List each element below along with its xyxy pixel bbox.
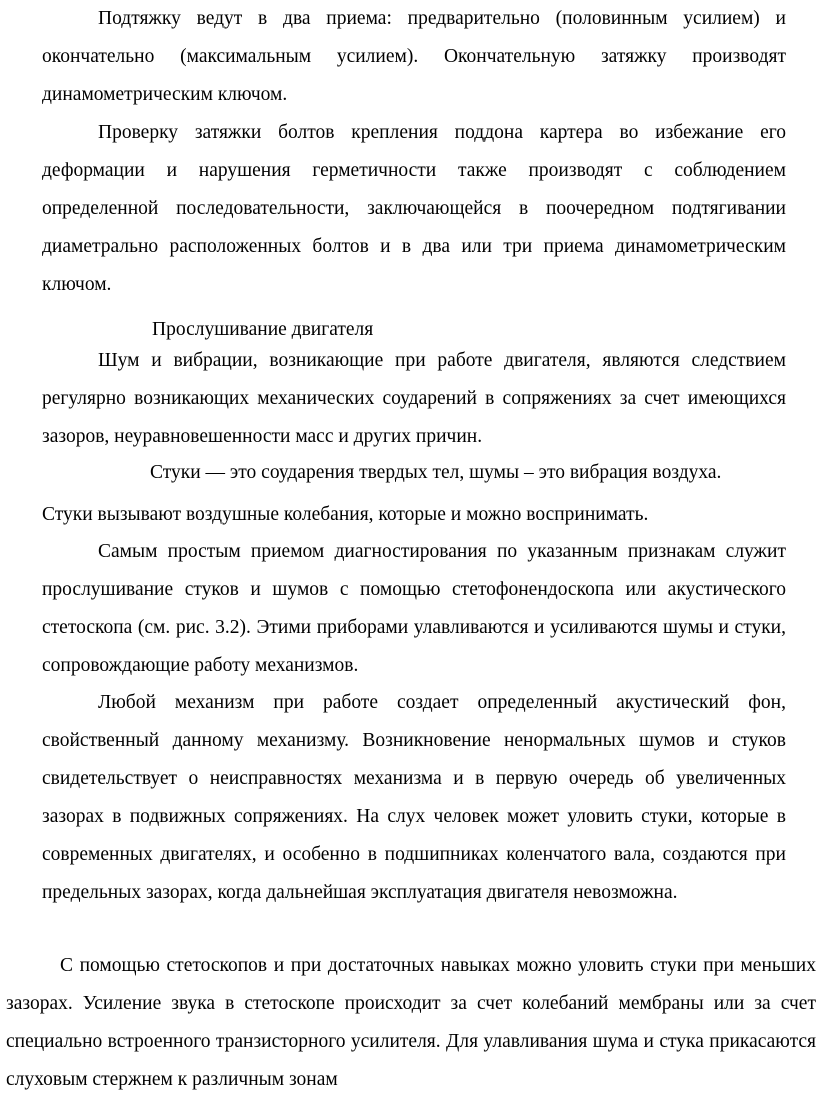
- paragraph-sump-bolts-check: Проверку затяжки болтов крепления поддона картера во избежание его деформации и нарушения герметичности также производят с соблюдением определенной последовательности, заключающейся в поочередном подтягивании диаметрально расположенных болтов и в два или три приема динамометрическим ключом.: [42, 122, 786, 295]
- section-heading: Прослушивание двигателя: [152, 319, 374, 340]
- paragraph-knocks-definition: Стуки — это соударения твердых тел, шумы – это вибрация воздуха.: [150, 462, 722, 483]
- paragraph-stethoscope-amplification: С помощью стетоскопов и при достаточных навыках можно уловить стуки при меньших зазорах. Усиление звука в стетоскопе происходит за счет колебаний мембраны или за счет специально встроенного транзисторного усилителя. Для улавливания шума и стука прикасаются слуховым стержнем к различным зонам: [6, 955, 816, 1090]
- paragraph-stethoscope-method: Самым простым приемом диагностирования по указанным признакам служит прослушивание стуков и шумов с помощью стетофонендоскопа или акустического стетоскопа (см. рис. 3.2). Этими приборами улавливаются и усиливаются шумы и стуки, сопровождающие работу механизмов.: [42, 541, 786, 676]
- paragraph-knocks-air-oscillations: Стуки вызывают воздушные колебания, которые и можно воспринимать.: [42, 504, 649, 525]
- paragraph-acoustic-background: Любой механизм при работе создает определенный акустический фон, свойственный данному механизму. Возникновение ненормальных шумов и стуков свидетельствует о неисправностях механизма и в первую очередь об увеличенных зазорах в подвижных сопряжениях. На слух человек может уловить стуки, которые в современных двигателях, и особенно в подшипниках коленчатого вала, создаются при предельных зазорах, когда дальнейшая эксплуатация двигателя невозможна.: [42, 692, 786, 903]
- paragraph-noise-vibration: Шум и вибрации, возникающие при работе двигателя, являются следствием регулярно возникающих механических соударений в сопряжениях за счет имеющихся зазоров, неуравновешенности масс и других причин.: [42, 350, 786, 447]
- paragraph-tightening-stages: Подтяжку ведут в два приема: предварительно (половинным усилием) и окончательно (максимальным усилием). Окончательную затяжку производят динамометрическим ключом.: [42, 8, 786, 105]
